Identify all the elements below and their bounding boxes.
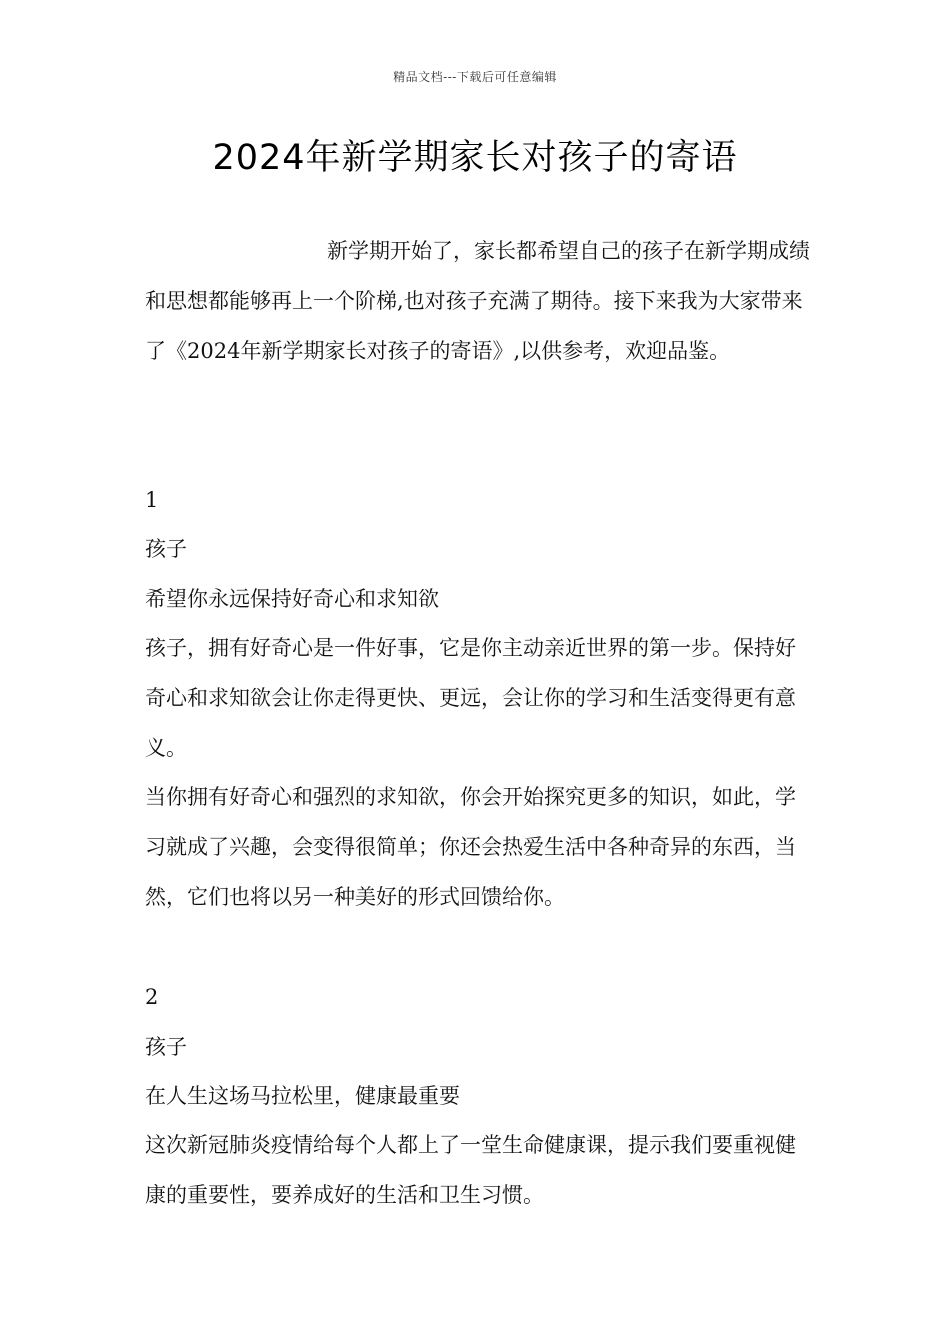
section-paragraph: 当你拥有好奇心和强烈的求知欲，你会开始探究更多的知识，如此，学习就成了兴趣，会变得很简单；你还会热爱生活中各种奇异的东西，当然，它们也将以另一种美好的形式回馈给你。 [145,785,796,909]
document-title: 2024年新学期家长对孩子的寄语 [212,138,738,178]
section-heading: 希望你永远保持好奇心和求知欲 [145,587,439,611]
section-number: 2 [145,985,159,1009]
page-header: 精品文档---下载后可任意编辑 [393,70,557,84]
section-addressee: 孩子 [145,1035,187,1059]
section-number: 1 [145,488,159,512]
section-paragraph: 孩子，拥有好奇心是一件好事，它是你主动亲近世界的第一步。保持好奇心和求知欲会让你走得更快、更远，会让你的学习和生活变得更有意义。 [145,636,796,760]
section-heading: 在人生这场马拉松里，健康最重要 [145,1084,460,1108]
section-paragraph: 这次新冠肺炎疫情给每个人都上了一堂生命健康课，提示我们要重视健康的重要性，要养成好的生活和卫生习惯。 [145,1133,796,1207]
intro-paragraph: 新学期开始了，家长都希望自己的孩子在新学期成绩和思想都能够再上一个阶梯,也对孩子充满了期待。接下来我为大家带来了《2024年新学期家长对孩子的寄语》,以供参考，欢迎品鉴。 [145,239,810,363]
section-addressee: 孩子 [145,537,187,561]
